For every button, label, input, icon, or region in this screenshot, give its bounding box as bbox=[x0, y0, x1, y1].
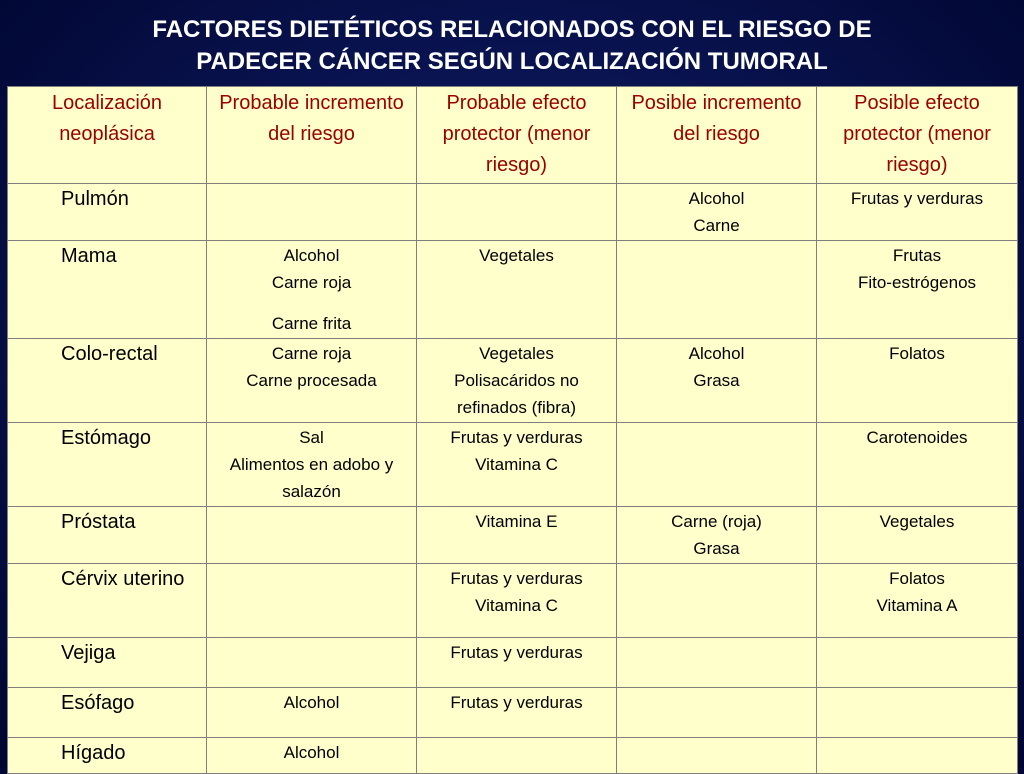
factor-item: Frutas bbox=[892, 246, 942, 265]
possible-increase-cell bbox=[617, 339, 817, 423]
location-cell: Estómago bbox=[8, 423, 207, 507]
probable-protective-cell bbox=[417, 339, 617, 423]
title-line-2: PADECER CÁNCER SEGÚN LOCALIZACIÓN TUMORAL bbox=[196, 48, 828, 75]
possible-increase-cell bbox=[617, 241, 817, 339]
factor-item: Carne procesada bbox=[246, 371, 377, 390]
factor-item: Frutas y verduras bbox=[450, 693, 583, 712]
header-probable-protective: Probable efecto protector (menor riesgo) bbox=[417, 87, 617, 184]
table-row bbox=[8, 241, 1018, 339]
factor-item: Folatos bbox=[889, 569, 945, 588]
possible-protective-cell bbox=[817, 184, 1018, 241]
location-cell: Cérvix uterino bbox=[8, 564, 207, 638]
factor-item: Frutas y verduras bbox=[850, 189, 984, 208]
factor-item: Alcohol bbox=[283, 693, 340, 712]
probable-increase-cell bbox=[207, 241, 417, 339]
factor-item: Vegetales bbox=[479, 344, 554, 363]
factor-item: Grasa bbox=[693, 371, 740, 390]
factor-item: Carotenoides bbox=[866, 428, 968, 447]
possible-protective-cell bbox=[817, 688, 1018, 738]
probable-protective-cell bbox=[417, 638, 617, 688]
header-possible-protective: Posible efecto protector (menor riesgo) bbox=[817, 87, 1018, 184]
factor-item: Carne (roja) bbox=[671, 512, 762, 531]
factor-item: Carne roja bbox=[271, 344, 352, 363]
factor-item: Sal bbox=[299, 428, 324, 447]
factor-item: Fito-estrógenos bbox=[857, 273, 977, 292]
probable-protective-cell bbox=[417, 423, 617, 507]
factor-item: Alcohol bbox=[688, 344, 745, 363]
table-row bbox=[8, 638, 1018, 688]
location-cell: Vejiga bbox=[8, 638, 207, 688]
factor-item: Alcohol bbox=[283, 246, 340, 265]
factor-item: Alcohol bbox=[283, 743, 340, 762]
probable-protective-cell bbox=[417, 241, 617, 339]
probable-increase-cell bbox=[207, 688, 417, 738]
factor-item: Carne roja bbox=[271, 273, 352, 292]
probable-increase-cell bbox=[207, 423, 417, 507]
possible-increase-cell bbox=[617, 638, 817, 688]
location-cell: Hígado bbox=[8, 738, 207, 774]
title-line-1: FACTORES DIETÉTICOS RELACIONADOS CON EL RIESGO DE bbox=[152, 16, 872, 43]
factor-item: Folatos bbox=[889, 344, 945, 363]
location-cell: Colo-rectal bbox=[8, 339, 207, 423]
table-row bbox=[8, 507, 1018, 564]
factor-item: Vitamina C bbox=[475, 455, 558, 474]
location-cell: Próstata bbox=[8, 507, 207, 564]
factor-item: Alcohol bbox=[688, 189, 745, 208]
factor-item: Frutas y verduras bbox=[450, 569, 583, 588]
probable-increase-cell bbox=[207, 564, 417, 638]
possible-increase-cell bbox=[617, 423, 817, 507]
factor-item: Carne frita bbox=[271, 314, 352, 333]
table-row bbox=[8, 564, 1018, 638]
diet-risk-table bbox=[7, 86, 1018, 774]
location-cell: Esófago bbox=[8, 688, 207, 738]
table-row bbox=[8, 423, 1018, 507]
probable-increase-cell bbox=[207, 339, 417, 423]
table-header-row bbox=[8, 87, 1018, 184]
possible-protective-cell bbox=[817, 638, 1018, 688]
table-row bbox=[8, 738, 1018, 774]
probable-increase-cell bbox=[207, 507, 417, 564]
location-cell: Mama bbox=[8, 241, 207, 339]
factor-item: Vitamina C bbox=[475, 596, 558, 615]
probable-protective-cell bbox=[417, 507, 617, 564]
possible-protective-cell bbox=[817, 339, 1018, 423]
possible-protective-cell bbox=[817, 564, 1018, 638]
table-row bbox=[8, 688, 1018, 738]
probable-increase-cell bbox=[207, 638, 417, 688]
possible-increase-cell bbox=[617, 184, 817, 241]
factor-item: Alimentos en adobo y bbox=[229, 455, 394, 474]
factor-item: Grasa bbox=[693, 539, 740, 558]
probable-protective-cell bbox=[417, 738, 617, 774]
header-possible-increase: Posible incremento del riesgo bbox=[617, 87, 817, 184]
possible-increase-cell bbox=[617, 688, 817, 738]
table-row bbox=[8, 184, 1018, 241]
factor-item: Vitamina E bbox=[475, 512, 558, 531]
probable-protective-cell bbox=[417, 688, 617, 738]
table-row bbox=[8, 339, 1018, 423]
probable-increase-cell bbox=[207, 738, 417, 774]
slide-title bbox=[0, 14, 1024, 78]
factor-item: Carne bbox=[693, 216, 740, 235]
possible-increase-cell bbox=[617, 564, 817, 638]
possible-protective-cell bbox=[817, 507, 1018, 564]
possible-increase-cell bbox=[617, 507, 817, 564]
location-cell: Pulmón bbox=[8, 184, 207, 241]
factor-item: Polisacáridos no bbox=[454, 371, 579, 390]
factor-item: Vegetales bbox=[879, 512, 955, 531]
factor-item: Frutas y verduras bbox=[450, 428, 583, 447]
factor-item: salazón bbox=[282, 482, 341, 501]
probable-increase-cell bbox=[207, 184, 417, 241]
probable-protective-cell bbox=[417, 564, 617, 638]
header-probable-increase: Probable incremento del riesgo bbox=[207, 87, 417, 184]
possible-protective-cell bbox=[817, 241, 1018, 339]
possible-increase-cell bbox=[617, 738, 817, 774]
header-location: Localización neoplásica bbox=[8, 87, 207, 184]
factor-item: Vitamina A bbox=[876, 596, 958, 615]
factor-item: Frutas y verduras bbox=[450, 643, 583, 662]
possible-protective-cell bbox=[817, 738, 1018, 774]
possible-protective-cell bbox=[817, 423, 1018, 507]
probable-protective-cell bbox=[417, 184, 617, 241]
factor-item: refinados (fibra) bbox=[456, 398, 577, 417]
factor-item: Vegetales bbox=[479, 246, 554, 265]
